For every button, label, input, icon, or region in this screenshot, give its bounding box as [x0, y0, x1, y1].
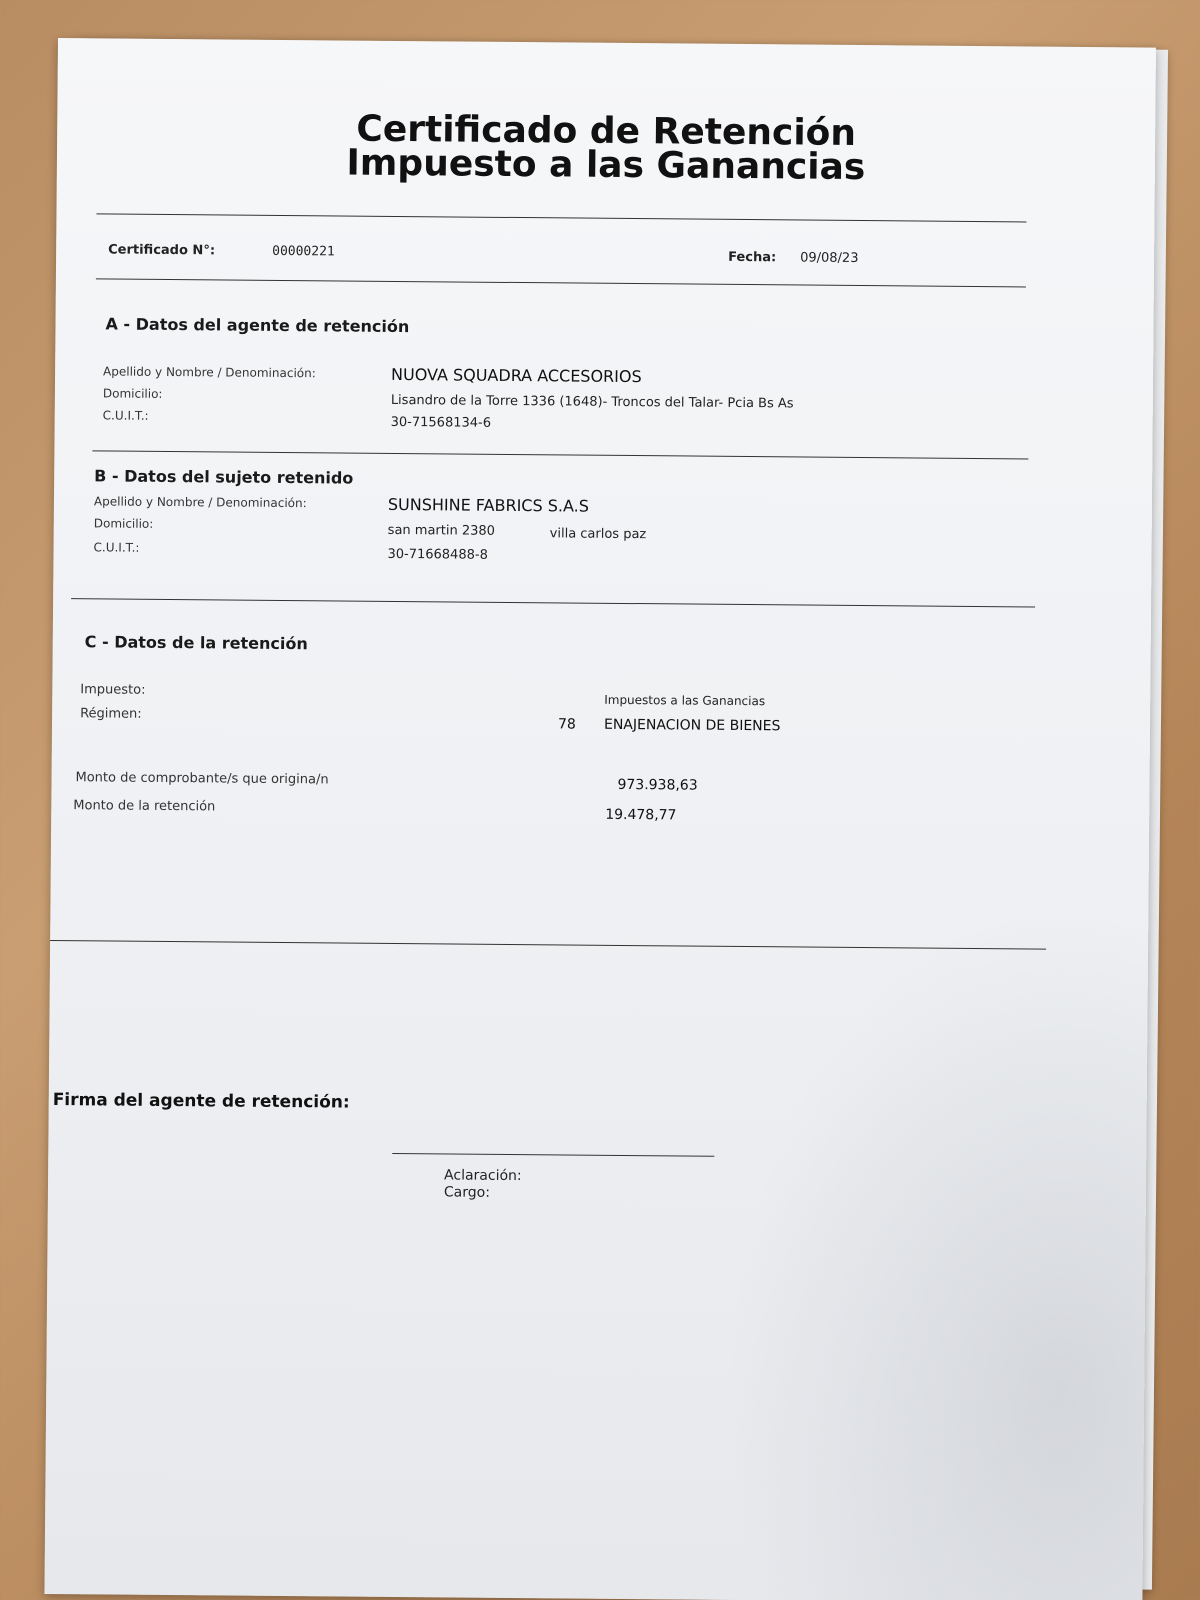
tax-value: Impuestos a las Ganancias: [604, 692, 766, 709]
agent-address-label: Domicilio:: [102, 386, 163, 401]
subject-address-label: Domicilio:: [93, 516, 154, 531]
regime-code: 78: [557, 716, 576, 733]
retention-label: Monto de la retención: [73, 798, 216, 815]
title-line-2: Impuesto a las Ganancias: [346, 142, 866, 189]
subject-name-label: Apellido y Nombre / Denominación:: [93, 494, 307, 511]
amount-value: 973.938,63: [617, 776, 698, 794]
cert-number-value: 00000221: [272, 243, 335, 260]
divider-c-signature: [50, 940, 1046, 950]
agent-name-value: NUOVA SQUADRA ACCESORIOS: [390, 364, 642, 387]
divider-title: [96, 213, 1026, 222]
section-a-heading: A - Datos del agente de retención: [105, 314, 410, 337]
agent-address-value: Lisandro de la Torre 1336 (1648)- Troncos del Talar- Pcia Bs As: [390, 392, 794, 412]
signature-labels: [444, 1167, 522, 1202]
subject-address-street: san martin 2380: [387, 522, 496, 539]
agent-name-label: Apellido y Nombre / Denominación:: [103, 364, 316, 381]
paper-shadow: [722, 900, 1148, 1600]
retention-value: 19.478,77: [605, 806, 677, 824]
regime-label: Régimen:: [80, 706, 142, 722]
date-value: 09/08/23: [800, 250, 859, 266]
signature-line: [392, 1153, 714, 1157]
signature-heading: Firma del agente de retención:: [52, 1089, 350, 1113]
regime-value: ENAJENACION DE BIENES: [603, 716, 781, 735]
subject-name-value: SUNSHINE FABRICS S.A.S: [387, 494, 589, 516]
subject-cuit-label: C.U.I.T.:: [93, 540, 140, 555]
cert-number-label: Certificado N°:: [108, 242, 216, 259]
position-label: Cargo:: [443, 1184, 491, 1201]
agent-cuit-label: C.U.I.T.:: [102, 408, 149, 423]
document-title: [57, 110, 1156, 188]
title-line-1: Certificado de Retención: [356, 108, 857, 154]
subject-address-city: villa carlos paz: [549, 526, 647, 543]
divider-header: [96, 278, 1026, 287]
section-b-heading: B - Datos del sujeto retenido: [94, 466, 354, 488]
tax-label: Impuesto:: [80, 682, 146, 698]
amount-label: Monto de comprobante/s que origina/n: [75, 770, 329, 788]
date-label: Fecha:: [728, 249, 777, 266]
clarification-label: Aclaración:: [444, 1167, 522, 1185]
agent-cuit-value: 30-71568134-6: [390, 414, 492, 431]
section-c-heading: C - Datos de la retención: [84, 632, 308, 654]
subject-cuit-value: 30-71668488-8: [387, 546, 488, 563]
divider-b-c: [71, 598, 1035, 607]
certificate-page: [44, 38, 1156, 1600]
divider-a-b: [92, 450, 1028, 459]
